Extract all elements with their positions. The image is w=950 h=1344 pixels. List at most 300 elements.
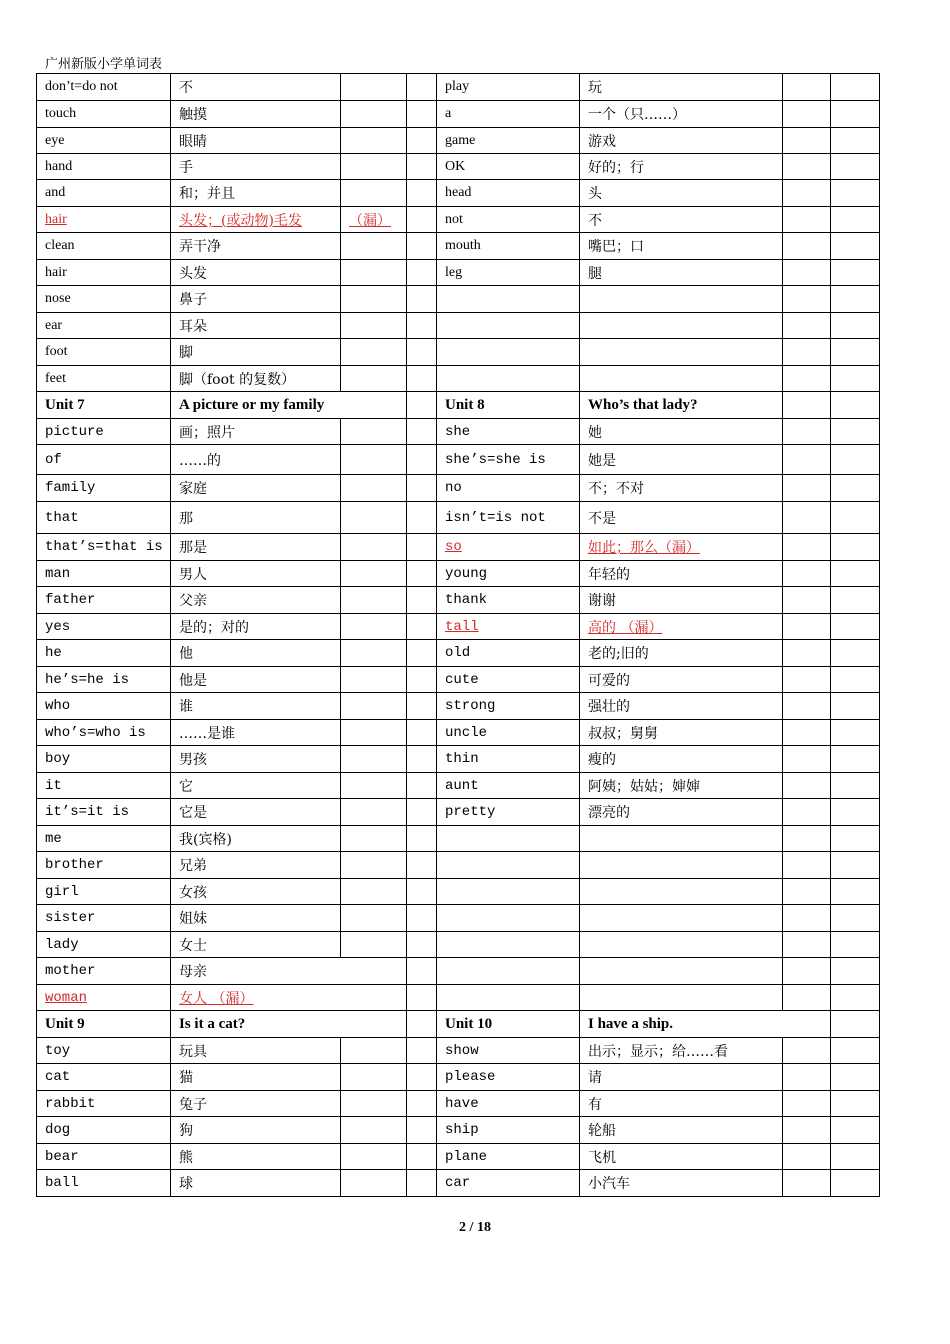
- word-zh-left: 那是: [171, 534, 341, 561]
- word-zh-left: 画；照片: [171, 419, 341, 445]
- word-en-right: thank: [437, 587, 580, 614]
- empty-cell: [783, 905, 831, 932]
- word-row: [37, 985, 880, 1011]
- unit-label-left: Unit 7: [37, 392, 171, 419]
- word-row: [37, 879, 880, 905]
- empty-cell: [407, 1011, 437, 1038]
- empty-cell: [783, 720, 831, 746]
- empty-cell: [783, 313, 831, 339]
- word-en-right: plane: [437, 1144, 580, 1170]
- empty-cell: [407, 720, 437, 746]
- empty-cell: [831, 313, 880, 339]
- empty-cell: [831, 958, 880, 985]
- empty-cell: [783, 932, 831, 958]
- word-en-right: thin: [437, 746, 580, 773]
- word-en-right: leg: [437, 260, 580, 286]
- word-zh-left: 他: [171, 640, 341, 667]
- empty-cell: [783, 879, 831, 905]
- word-zh-right: [580, 985, 783, 1011]
- note-left: [341, 207, 407, 233]
- word-zh-right: 嘴巴；口: [580, 233, 783, 260]
- word-zh-right: 瘦的: [580, 746, 783, 773]
- word-zh-right: [580, 339, 783, 366]
- empty-cell: [783, 693, 831, 720]
- empty-cell: [783, 392, 831, 419]
- empty-cell: [831, 233, 880, 260]
- word-row: [37, 1091, 880, 1117]
- word-row: [37, 693, 880, 720]
- word-zh-right: 老的;旧的: [580, 640, 783, 667]
- word-zh-right: 谢谢: [580, 587, 783, 614]
- word-en-right: [437, 879, 580, 905]
- word-en-right: not: [437, 207, 580, 233]
- word-zh-left: 它: [171, 773, 341, 799]
- empty-cell: [407, 1170, 437, 1197]
- missing-word-highlight: 高的 （漏）: [588, 619, 663, 636]
- empty-cell: [783, 773, 831, 799]
- word-en-left: nose: [37, 286, 171, 313]
- empty-cell: [831, 852, 880, 879]
- word-row: [37, 1038, 880, 1064]
- empty-cell: [783, 74, 831, 101]
- word-row: [37, 475, 880, 502]
- word-row: [37, 773, 880, 799]
- word-zh-right: 出示；显示；给……看: [580, 1038, 783, 1064]
- word-zh-right: [580, 614, 783, 640]
- word-zh-right: [580, 313, 783, 339]
- word-en-left: who: [37, 693, 171, 720]
- empty-cell: [407, 313, 437, 339]
- note-left: [341, 74, 407, 101]
- word-row: [37, 233, 880, 260]
- word-en-right: [437, 852, 580, 879]
- empty-cell: [407, 1064, 437, 1091]
- vocabulary-table: [36, 73, 880, 1197]
- word-row: [37, 419, 880, 445]
- word-zh-right: 飞机: [580, 1144, 783, 1170]
- missing-word-highlight: 女人 （漏）: [179, 990, 254, 1007]
- word-row: [37, 154, 880, 180]
- word-en-left: picture: [37, 419, 171, 445]
- empty-cell: [831, 826, 880, 852]
- word-en-right: [437, 366, 580, 392]
- word-zh-left: 家庭: [171, 475, 341, 502]
- missing-word-highlight: so: [445, 539, 462, 555]
- empty-cell: [831, 879, 880, 905]
- unit-title-right: Who’s that lady?: [580, 392, 783, 419]
- empty-cell: [783, 746, 831, 773]
- empty-cell: [341, 561, 407, 587]
- word-en-left: dog: [37, 1117, 171, 1144]
- empty-cell: [831, 1011, 880, 1038]
- empty-cell: [783, 233, 831, 260]
- unit-title-left: A picture or my family: [171, 392, 407, 419]
- empty-cell: [407, 475, 437, 502]
- empty-cell: [407, 286, 437, 313]
- word-en-right: old: [437, 640, 580, 667]
- word-row: [37, 958, 880, 985]
- word-zh-left: 熊: [171, 1144, 341, 1170]
- page-separator: /: [469, 1220, 474, 1235]
- word-en-left: he: [37, 640, 171, 667]
- word-en-left: family: [37, 475, 171, 502]
- empty-cell: [407, 799, 437, 826]
- empty-cell: [831, 561, 880, 587]
- word-zh-left: 不: [171, 74, 341, 101]
- empty-cell: [407, 339, 437, 366]
- note-left: [341, 313, 407, 339]
- page-number: [0, 1220, 950, 1236]
- word-zh-left: 头发: [171, 260, 341, 286]
- empty-cell: [407, 207, 437, 233]
- empty-cell: [783, 1117, 831, 1144]
- empty-cell: [783, 154, 831, 180]
- note-left: [341, 101, 407, 128]
- word-row: [37, 445, 880, 475]
- word-row: [37, 366, 880, 392]
- note-left: [341, 180, 407, 207]
- word-en-right: young: [437, 561, 580, 587]
- word-en-left: [37, 985, 171, 1011]
- word-en-right: game: [437, 128, 580, 154]
- empty-cell: [407, 1091, 437, 1117]
- empty-cell: [783, 1038, 831, 1064]
- word-en-right: [437, 286, 580, 313]
- empty-cell: [341, 852, 407, 879]
- word-zh-left: 女士: [171, 932, 341, 958]
- word-en-right: head: [437, 180, 580, 207]
- empty-cell: [831, 932, 880, 958]
- word-row: [37, 101, 880, 128]
- word-zh-left: 鼻子: [171, 286, 341, 313]
- word-zh-left: 玩具: [171, 1038, 341, 1064]
- word-en-right: [437, 534, 580, 561]
- word-zh-left: 脚: [171, 339, 341, 366]
- empty-cell: [407, 534, 437, 561]
- empty-cell: [831, 101, 880, 128]
- unit-header-row: [37, 392, 880, 419]
- empty-cell: [407, 587, 437, 614]
- word-en-right: OK: [437, 154, 580, 180]
- word-zh-left: 我(宾格): [171, 826, 341, 852]
- empty-cell: [783, 985, 831, 1011]
- word-en-right: car: [437, 1170, 580, 1197]
- word-en-left: boy: [37, 746, 171, 773]
- empty-cell: [407, 366, 437, 392]
- word-en-left: yes: [37, 614, 171, 640]
- word-en-left: of: [37, 445, 171, 475]
- word-row: [37, 128, 880, 154]
- empty-cell: [783, 339, 831, 366]
- word-row: [37, 667, 880, 693]
- word-en-right: [437, 905, 580, 932]
- empty-cell: [407, 985, 437, 1011]
- empty-cell: [407, 826, 437, 852]
- word-en-right: isn’t=is not: [437, 502, 580, 534]
- word-zh-left: 眼睛: [171, 128, 341, 154]
- unit-label-right: Unit 8: [437, 392, 580, 419]
- vocabulary-body: [37, 74, 880, 1197]
- word-zh-left: 兄弟: [171, 852, 341, 879]
- word-en-left: girl: [37, 879, 171, 905]
- empty-cell: [341, 773, 407, 799]
- empty-cell: [407, 74, 437, 101]
- empty-cell: [783, 852, 831, 879]
- word-en-left: ear: [37, 313, 171, 339]
- word-row: [37, 561, 880, 587]
- empty-cell: [341, 720, 407, 746]
- word-en-right: show: [437, 1038, 580, 1064]
- empty-cell: [831, 286, 880, 313]
- empty-cell: [831, 445, 880, 475]
- word-en-left: and: [37, 180, 171, 207]
- empty-cell: [407, 746, 437, 773]
- word-en-right: aunt: [437, 773, 580, 799]
- word-zh-left: 弄干净: [171, 233, 341, 260]
- word-zh-right: 一个（只……）: [580, 101, 783, 128]
- empty-cell: [407, 128, 437, 154]
- empty-cell: [831, 1144, 880, 1170]
- note-left: [341, 233, 407, 260]
- empty-cell: [407, 260, 437, 286]
- empty-cell: [831, 154, 880, 180]
- empty-cell: [783, 587, 831, 614]
- unit-title-left: Is it a cat?: [171, 1011, 407, 1038]
- empty-cell: [407, 561, 437, 587]
- empty-cell: [831, 128, 880, 154]
- empty-cell: [407, 1038, 437, 1064]
- word-en-right: pretty: [437, 799, 580, 826]
- unit-label-left: Unit 9: [37, 1011, 171, 1038]
- word-row: [37, 852, 880, 879]
- word-en-right: uncle: [437, 720, 580, 746]
- empty-cell: [407, 1117, 437, 1144]
- word-row: [37, 746, 880, 773]
- empty-cell: [783, 799, 831, 826]
- empty-cell: [831, 720, 880, 746]
- empty-cell: [831, 366, 880, 392]
- word-zh-left: 猫: [171, 1064, 341, 1091]
- empty-cell: [783, 667, 831, 693]
- missing-word-highlight: 头发；(或动物)毛发: [179, 212, 302, 229]
- word-zh-right: 可爱的: [580, 667, 783, 693]
- word-en-right: no: [437, 475, 580, 502]
- empty-cell: [831, 1038, 880, 1064]
- empty-cell: [341, 905, 407, 932]
- empty-cell: [407, 233, 437, 260]
- word-row: [37, 826, 880, 852]
- empty-cell: [341, 667, 407, 693]
- word-zh-left: 和；并且: [171, 180, 341, 207]
- word-en-left: ball: [37, 1170, 171, 1197]
- empty-cell: [831, 1170, 880, 1197]
- note-left: [341, 154, 407, 180]
- word-en-left: toy: [37, 1038, 171, 1064]
- empty-cell: [407, 180, 437, 207]
- word-zh-right: 玩: [580, 74, 783, 101]
- empty-cell: [831, 392, 880, 419]
- empty-cell: [407, 392, 437, 419]
- empty-cell: [831, 260, 880, 286]
- word-en-left: bear: [37, 1144, 171, 1170]
- empty-cell: [341, 1091, 407, 1117]
- empty-cell: [783, 1170, 831, 1197]
- empty-cell: [341, 614, 407, 640]
- empty-cell: [407, 614, 437, 640]
- word-row: [37, 207, 880, 233]
- note-left: [341, 260, 407, 286]
- word-zh-right: 游戏: [580, 128, 783, 154]
- word-en-right: strong: [437, 693, 580, 720]
- empty-cell: [407, 154, 437, 180]
- word-zh-right: 不: [580, 207, 783, 233]
- word-zh-left: 触摸: [171, 101, 341, 128]
- empty-cell: [341, 1038, 407, 1064]
- empty-cell: [831, 905, 880, 932]
- word-row: [37, 502, 880, 534]
- note-left: [341, 339, 407, 366]
- empty-cell: [407, 693, 437, 720]
- word-row: [37, 260, 880, 286]
- empty-cell: [783, 419, 831, 445]
- word-zh-right: 漂亮的: [580, 799, 783, 826]
- word-zh-left: ……是谁: [171, 720, 341, 746]
- empty-cell: [407, 640, 437, 667]
- word-en-left: feet: [37, 366, 171, 392]
- empty-cell: [407, 101, 437, 128]
- word-row: [37, 286, 880, 313]
- word-en-right: have: [437, 1091, 580, 1117]
- word-zh-left: 姐妹: [171, 905, 341, 932]
- word-zh-right: 有: [580, 1091, 783, 1117]
- unit-header-row: [37, 1011, 880, 1038]
- word-en-left: man: [37, 561, 171, 587]
- word-row: [37, 1117, 880, 1144]
- empty-cell: [341, 746, 407, 773]
- empty-cell: [831, 1064, 880, 1091]
- empty-cell: [831, 74, 880, 101]
- word-zh-right: [580, 286, 783, 313]
- word-zh-right: 叔叔；舅舅: [580, 720, 783, 746]
- word-zh-left: 耳朵: [171, 313, 341, 339]
- word-zh-right: [580, 366, 783, 392]
- word-en-left: he’s=he is: [37, 667, 171, 693]
- word-zh-right: 不是: [580, 502, 783, 534]
- note-left: [341, 366, 407, 392]
- missing-word-highlight: tall: [445, 618, 479, 635]
- page-current: 2: [459, 1220, 467, 1235]
- note-left: [341, 128, 407, 154]
- empty-cell: [407, 1144, 437, 1170]
- word-en-right: she: [437, 419, 580, 445]
- word-zh-right: 好的；行: [580, 154, 783, 180]
- note-left: [341, 286, 407, 313]
- word-zh-right: [580, 932, 783, 958]
- word-en-left: father: [37, 587, 171, 614]
- empty-cell: [407, 445, 437, 475]
- empty-cell: [407, 905, 437, 932]
- empty-cell: [341, 587, 407, 614]
- empty-cell: [783, 1144, 831, 1170]
- word-zh-right: 强壮的: [580, 693, 783, 720]
- empty-cell: [341, 1170, 407, 1197]
- word-zh-right: 年轻的: [580, 561, 783, 587]
- word-zh-left: 父亲: [171, 587, 341, 614]
- word-en-left: mother: [37, 958, 171, 985]
- word-zh-right: [580, 905, 783, 932]
- empty-cell: [407, 932, 437, 958]
- empty-cell: [783, 958, 831, 985]
- empty-cell: [341, 1144, 407, 1170]
- empty-cell: [831, 339, 880, 366]
- empty-cell: [407, 879, 437, 905]
- empty-cell: [341, 640, 407, 667]
- word-en-right: [437, 339, 580, 366]
- word-en-left: [37, 207, 171, 233]
- empty-cell: [783, 561, 831, 587]
- word-row: [37, 932, 880, 958]
- word-zh-left: 脚（foot 的复数）: [171, 366, 341, 392]
- word-zh-left: 男人: [171, 561, 341, 587]
- empty-cell: [831, 180, 880, 207]
- word-zh-right: 头: [580, 180, 783, 207]
- empty-cell: [341, 826, 407, 852]
- word-zh-left: 它是: [171, 799, 341, 826]
- word-en-left: cat: [37, 1064, 171, 1091]
- empty-cell: [831, 985, 880, 1011]
- empty-cell: [407, 502, 437, 534]
- empty-cell: [831, 587, 880, 614]
- empty-cell: [831, 534, 880, 561]
- word-zh-right: [580, 852, 783, 879]
- empty-cell: [783, 286, 831, 313]
- empty-cell: [407, 958, 437, 985]
- unit-label-right: Unit 10: [437, 1011, 580, 1038]
- empty-cell: [407, 667, 437, 693]
- word-en-left: that’s=that is: [37, 534, 171, 561]
- word-row: [37, 640, 880, 667]
- word-en-left: it: [37, 773, 171, 799]
- word-zh-right: 腿: [580, 260, 783, 286]
- empty-cell: [407, 852, 437, 879]
- word-zh-left: [171, 985, 407, 1011]
- word-en-right: [437, 932, 580, 958]
- empty-cell: [783, 366, 831, 392]
- word-zh-left: 他是: [171, 667, 341, 693]
- empty-cell: [831, 502, 880, 534]
- word-row: [37, 534, 880, 561]
- missing-word-highlight: 如此；那么（漏）: [588, 540, 700, 556]
- word-row: [37, 1064, 880, 1091]
- word-en-left: hand: [37, 154, 171, 180]
- word-en-left: me: [37, 826, 171, 852]
- empty-cell: [783, 260, 831, 286]
- empty-cell: [341, 879, 407, 905]
- word-en-right: mouth: [437, 233, 580, 260]
- word-row: [37, 614, 880, 640]
- word-zh-left: 手: [171, 154, 341, 180]
- word-zh-left: 谁: [171, 693, 341, 720]
- word-row: [37, 905, 880, 932]
- word-zh-right: [580, 534, 783, 561]
- word-zh-left: 男孩: [171, 746, 341, 773]
- empty-cell: [341, 932, 407, 958]
- word-row: [37, 587, 880, 614]
- empty-cell: [831, 746, 880, 773]
- word-en-left: lady: [37, 932, 171, 958]
- empty-cell: [783, 180, 831, 207]
- word-row: [37, 313, 880, 339]
